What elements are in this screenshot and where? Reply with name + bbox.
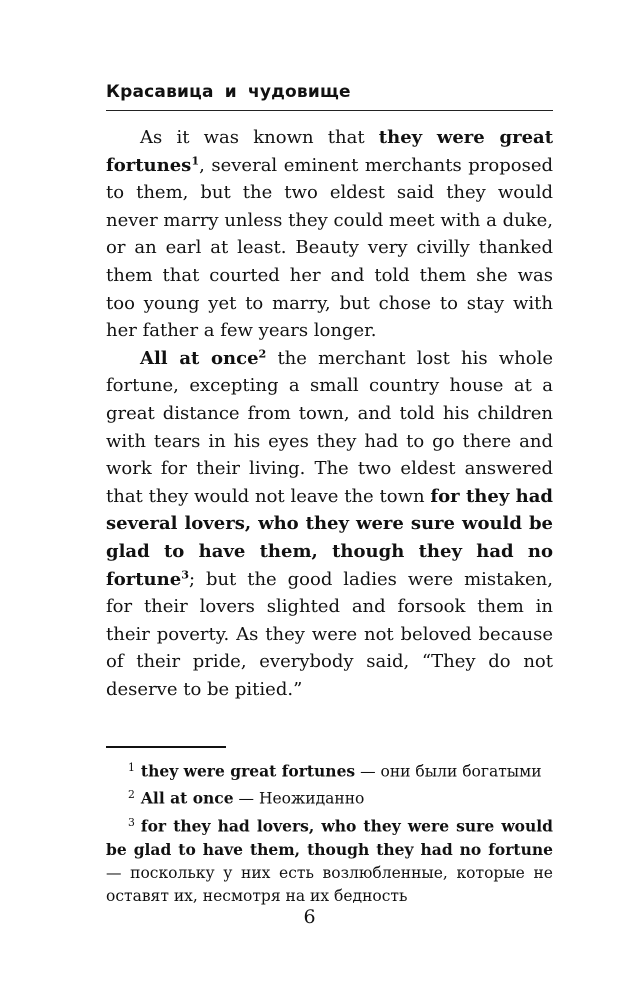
- footnote-term: for they had lovers, who they were sure would be glad to have them, though they had no fortune: [106, 816, 553, 860]
- footnote-number: 1: [128, 761, 135, 774]
- page-number: 6: [303, 906, 316, 928]
- footnote-term: All at once: [140, 788, 234, 808]
- footnote-translation: поскольку у них есть возлюбленные, которые не оставят их, несмотря на их бедность: [106, 864, 553, 906]
- footnote-ref-3: 3: [181, 567, 189, 581]
- p2-text-2: ; but the good ladies were mistaken, for their lovers slighted and forsook them in their poverty. As they were not beloved because of their pride, everybody said, “They do not deserve to be pitied.”: [106, 568, 553, 700]
- p1-bold-term: they were great fortunes: [106, 127, 554, 176]
- footnote-number: 2: [128, 788, 135, 802]
- footnotes: [106, 756, 553, 908]
- footnote-ref-1: 1: [191, 153, 200, 167]
- p2-bold-term-1: All at once: [140, 347, 259, 369]
- p2-text-1: the merchant lost his whole fortune, excepting a small country house at a great distance from town, and told his children with tears in his eyes they had to go there and work for their living. The two eldest answered that they would not leave the town: [106, 347, 553, 507]
- paragraph-1: [106, 124, 553, 345]
- footnote-translation: они были богатыми: [380, 762, 542, 781]
- p1-text-1: As it was known that: [140, 127, 379, 148]
- p1-text-2: , several eminent merchants proposed to them, but the two eldest said they would never marry unless they could meet with a duke, or an earl at least. Beauty very civilly thanked them that courted her and told them she was too young yet to marry, but chose to stay with her father a few years longer.: [106, 154, 553, 342]
- footnote-3: [106, 811, 553, 908]
- footnote-dash: —: [233, 789, 259, 808]
- p2-bold-term-2: for they had several lovers, who they were sure would be glad to have them, though they had no fortune: [106, 485, 553, 590]
- footnote-dash: —: [106, 864, 131, 883]
- footnote-number: 3: [128, 815, 135, 829]
- footnote-term: they were great fortunes: [140, 761, 356, 781]
- footnote-dash: —: [355, 762, 381, 781]
- header-divider: [106, 110, 553, 111]
- footnote-divider: [106, 746, 226, 748]
- main-text: [106, 124, 553, 703]
- footnote-2: [106, 783, 553, 810]
- running-header: Красавица и чудовище: [106, 82, 351, 102]
- footnote-translation: Неожиданно: [258, 789, 365, 808]
- footnote-ref-2: 2: [258, 347, 267, 361]
- paragraph-2: [106, 345, 553, 704]
- footnote-1: [106, 756, 553, 783]
